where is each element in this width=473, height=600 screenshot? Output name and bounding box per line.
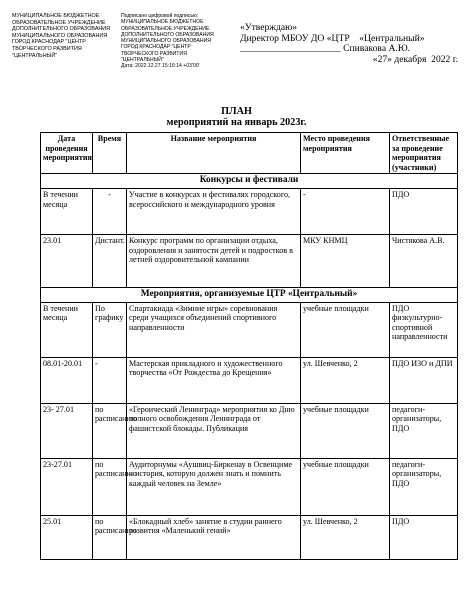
cell-responsible: педагоги-организаторы, ПДО xyxy=(390,458,458,515)
cell-time: Дистант. xyxy=(93,234,127,287)
table-row xyxy=(41,188,458,234)
cell-date: 25.01 xyxy=(41,515,93,559)
section-title: Конкурсы и фестивали xyxy=(41,174,458,189)
cell-date: 23.01 xyxy=(41,234,93,287)
signature-line: ГОРОД КРАСНОДАР "ЦЕНТР xyxy=(121,44,191,51)
signature-line: "ЦЕНТРАЛЬНЫЙ" xyxy=(121,57,164,64)
approval-date: «27» декабря 2022 г. xyxy=(372,53,458,65)
cell-date: 23- 27.01 xyxy=(41,403,93,458)
cell-time: по расписанию xyxy=(93,458,127,515)
table-row xyxy=(41,234,458,287)
approval-heading: «Утверждаю» xyxy=(240,22,298,33)
cell-responsible: ПДО xyxy=(390,515,458,559)
cell-place: учебные площадки xyxy=(301,302,390,357)
approval-block xyxy=(240,23,462,65)
signature-line: ТВОРЧЕСКОГО РАЗВИТИЯ xyxy=(121,50,187,57)
approval-director: Директор МБОУ ДО «ЦТР «Центральный» xyxy=(240,32,425,44)
cell-place: учебные площадки xyxy=(301,403,390,458)
signature-line: МУНИЦИПАЛЬНОГО ОБРАЗОВАНИЯ xyxy=(121,38,211,45)
signature-line: МУНИЦИПАЛЬНОЕ БЮДЖЕТНОЕ xyxy=(121,19,204,26)
document-subtitle: мероприятий на январь 2023г. xyxy=(166,117,307,128)
cell-place: учебные площадки xyxy=(301,458,390,515)
cell-place: - xyxy=(301,188,390,234)
section-title: Мероприятия, организуемые ЦТР «Центральный» xyxy=(41,287,458,302)
cell-responsible: ПДО xyxy=(390,188,458,234)
table-row xyxy=(41,403,458,458)
cell-date: 23-27.01 xyxy=(41,458,93,515)
cell-date: В течении месяца xyxy=(41,188,93,234)
signature-line: ДОПОЛНИТЕЛЬНОГО ОБРАЗОВАНИЯ xyxy=(121,31,214,38)
table-row xyxy=(41,515,458,559)
cell-event: Участие в конкурсах и фестивалях городского, всероссийского и международного уровня xyxy=(127,188,301,234)
cell-responsible: ПДО ИЗО и ДПИ xyxy=(390,357,458,403)
cell-date: 08.01-20.01 xyxy=(41,357,93,403)
cell-responsible: ПДО физкультурно-спортивной направленности xyxy=(390,302,458,357)
cell-time: - xyxy=(93,188,127,234)
cell-time: - xyxy=(93,357,127,403)
cell-place: ул. Шевченко, 2 xyxy=(301,515,390,559)
org-stamp-left: МУНИЦИПАЛЬНОЕ БЮДЖЕТНОЕ ОБРАЗОВАТЕЛЬНОЕ УЧРЕЖДЕНИЕ ДОПОЛНИТЕЛЬНОГО ОБРАЗОВАНИЯ МУНИЦИПАЛЬНОГО ОБРАЗОВАНИЯ ГОРОД КРАСНОДАР "ЦЕНТР ТВОРЧЕСКОГО РАЗВИТИЯ "ЦЕНТРАЛЬНЫЙ" xyxy=(12,13,111,59)
cell-place: МКУ КНМЦ xyxy=(301,234,390,287)
cell-time: по расписанию xyxy=(93,403,127,458)
cell-responsible: педагоги-организаторы, ПДО xyxy=(390,403,458,458)
cell-place: ул. Шевченко, 2 xyxy=(301,357,390,403)
cell-event: «Героический Ленинград» мероприятия ко Дню полного освобождения Ленинграда от фашистской блокады. Публикация xyxy=(127,403,301,458)
cell-event: Мастерская прикладного и художественного творчества «От Рождества до Крещения» xyxy=(127,357,301,403)
header-event-name: Название мероприятия xyxy=(127,133,301,174)
approval-signature-line: _____________________ Спивакова А.Ю. xyxy=(240,43,411,54)
events-table xyxy=(40,132,458,560)
section-row xyxy=(41,287,458,302)
section-row xyxy=(41,174,458,189)
signature-date: Дата: 2022.12.27 15:16:14 +03'00' xyxy=(121,63,200,70)
cell-event: Спартакиада «Зимние игры» соревнования среди учащихся объединений спортивного направленности xyxy=(127,302,301,357)
cell-event: Конкурс программ по организации отдыха, оздоровления и занятости детей и подростков в летней оздоровительной кампании xyxy=(127,234,301,287)
table-row xyxy=(41,458,458,515)
cell-responsible: Чистякова А.В. xyxy=(390,234,458,287)
header-date: Дата проведения мероприятия xyxy=(41,133,93,174)
header-time: Время xyxy=(93,133,127,174)
digital-signature-block xyxy=(121,13,233,70)
cell-event: «Блокадный хлеб» занятие в студии раннего развития «Маленький гений» xyxy=(127,515,301,559)
signature-line: Подписано цифровой подписью: xyxy=(121,13,199,19)
header-place: Место проведения мероприятия xyxy=(301,133,390,174)
document-title: ПЛАН xyxy=(221,106,252,117)
table-row xyxy=(41,302,458,357)
cell-time: По графику xyxy=(93,302,127,357)
cell-time: по расписанию xyxy=(93,515,127,559)
signature-line: ОБРАЗОВАТЕЛЬНОЕ УЧРЕЖДЕНИЕ xyxy=(121,25,210,32)
cell-event: Аудиторнумы «Аушвиц-Биркенау в Освенциме – история, которую должен знать и помнить каждый человек на Земле» xyxy=(127,458,301,515)
cell-date: В течении месяца xyxy=(41,302,93,357)
table-header-row xyxy=(41,133,458,174)
header-responsible: Ответственные за проведение мероприятия (участники) xyxy=(390,133,458,174)
table-row xyxy=(41,357,458,403)
